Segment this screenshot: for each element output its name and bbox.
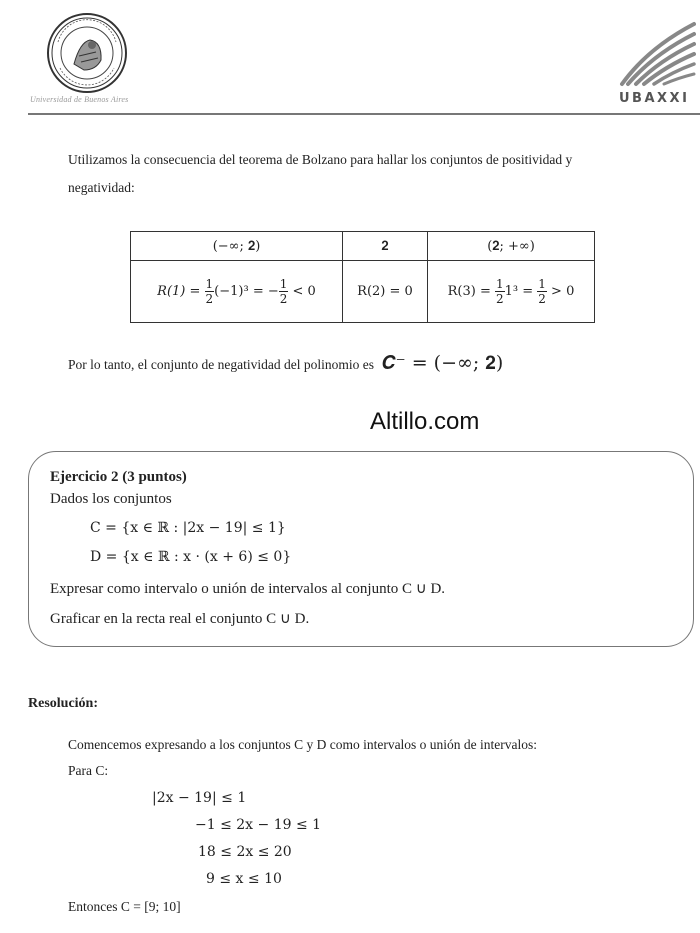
set-d-definition: D = {x ∈ ℝ : x · (x + 6) ≤ 0} (90, 549, 292, 565)
table-header-interval-left: (−∞; 𝟐) (131, 232, 343, 261)
table-header-root: 𝟐 (343, 232, 428, 261)
watermark-link[interactable]: Altillo.com (370, 408, 480, 435)
exercise-given: Dados los conjuntos (50, 491, 172, 507)
intro-line-1: Utilizamos la consecuencia del teorema de Bolzano para hallar los conjuntos de positividad y (68, 152, 573, 167)
exercise-title: Ejercicio 2 (3 puntos) (50, 469, 187, 485)
header-divider (28, 113, 700, 115)
step-4: 9 ≤ x ≤ 10 (206, 871, 282, 887)
table-header-interval-right: (𝟐; +∞) (428, 232, 595, 261)
ubaxxi-brand-text: UBAXXI (619, 91, 690, 106)
result-c: Entonces C = [9; 10] (68, 899, 181, 914)
resolution-heading: Resolución: (28, 696, 98, 711)
step-2: −1 ≤ 2x − 19 ≤ 1 (195, 817, 322, 833)
ubaxxi-swoosh-icon (618, 18, 696, 88)
university-seal-logo (46, 12, 128, 94)
table-cell-r3: R(3) = $\frac{1}{2}$ 1³ = $\frac{1}{2}$ > 0 (428, 261, 595, 323)
table-cell-r1: R(1) = $\frac{1}{2}$ (−1)³ = − $\frac{1}{2}$ < 0 (131, 261, 343, 323)
resolution-intro: Comencemos expresando a los conjuntos C y D como intervalos o unión de intervalos: (68, 737, 538, 752)
conclusion-math: 𝑪⁻ = (−∞; 𝟐) (381, 352, 504, 374)
conclusion-line (68, 352, 503, 374)
step-1: |2x − 19| ≤ 1 (152, 790, 247, 806)
para-c-label: Para C: (68, 763, 109, 778)
sign-table (130, 231, 595, 323)
exercise-task-2: Graficar en la recta real el conjunto C ∪ D. (50, 611, 310, 627)
conclusion-text: Por lo tanto, el conjunto de negatividad del polinomio es (68, 357, 374, 372)
intro-line-2: negatividad: (68, 180, 135, 195)
set-c-definition: C = {x ∈ ℝ : |2x − 19| ≤ 1} (90, 520, 286, 536)
step-3: 18 ≤ 2x ≤ 20 (198, 844, 292, 860)
exercise-task-1: Expresar como intervalo o unión de intervalos al conjunto C ∪ D. (50, 581, 446, 597)
seal-caption: Universidad de Buenos Aires (30, 95, 129, 104)
table-cell-r2: R(2) = 0 (343, 261, 428, 323)
